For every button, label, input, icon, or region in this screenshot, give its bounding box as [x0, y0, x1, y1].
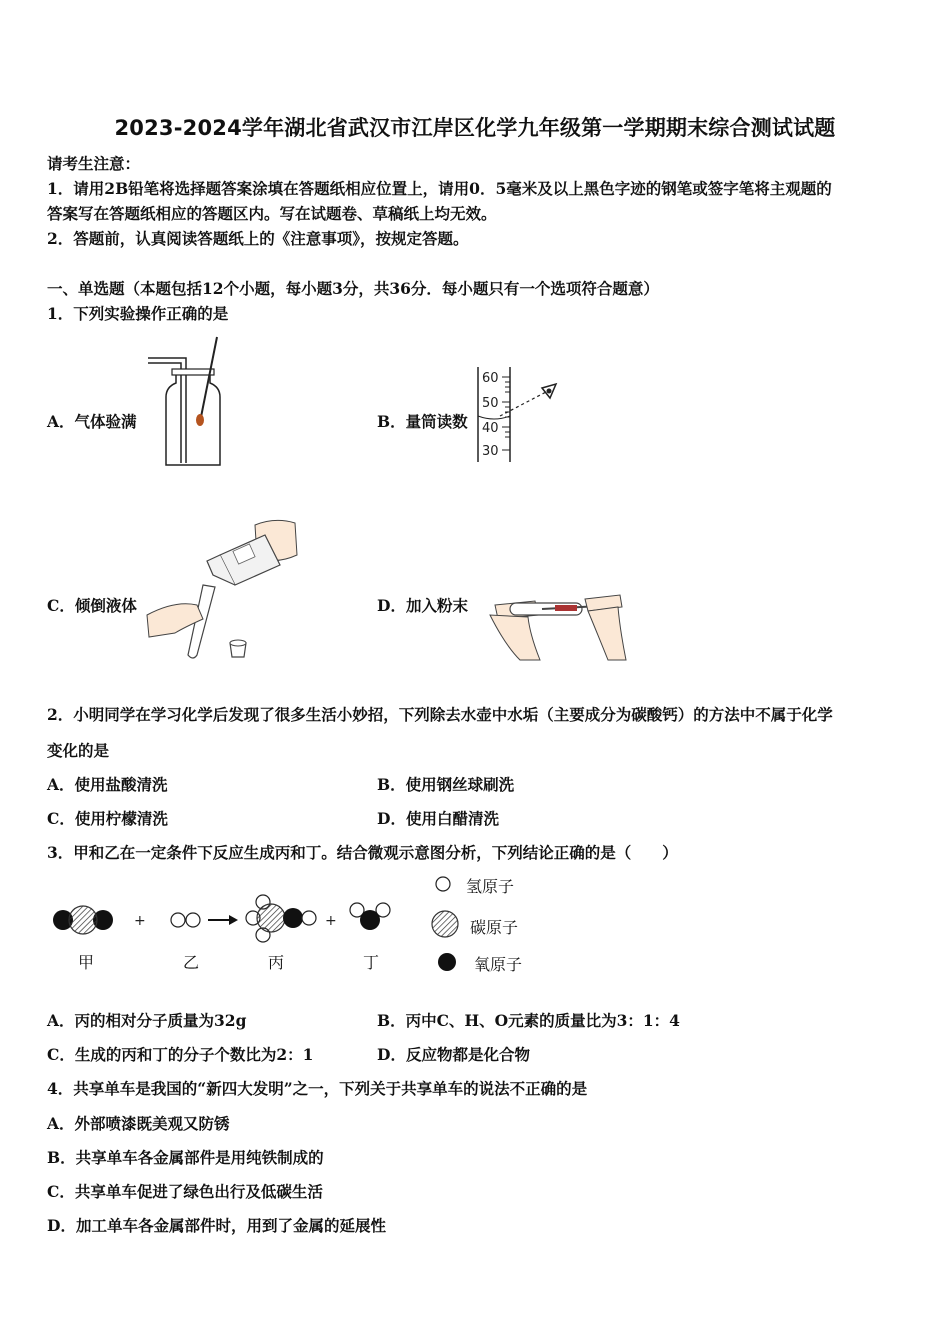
q4-option-a: A．外部喷漆既美观又防锈: [47, 1114, 230, 1133]
molecule-jia: [53, 906, 113, 934]
adding-powder-figure: [480, 585, 630, 665]
legend-hydrogen: 氢原子: [466, 877, 515, 896]
cylinder-tick-40: 40: [482, 421, 499, 436]
q1-option-b: B．量筒读数: [377, 412, 468, 431]
q2-option-a: A．使用盐酸清洗: [47, 775, 168, 794]
carbon-atom-icon: [432, 911, 458, 937]
plus-sign-2: +: [325, 913, 337, 929]
notice-heading: 请考生注意：: [47, 154, 141, 173]
q4-option-c: C．共享单车促进了绿色出行及低碳生活: [47, 1182, 323, 1201]
q3-option-b: B．丙中C、H、O元素的质量比为3：1：4: [377, 1011, 680, 1030]
q1-option-a: A．气体验满: [47, 412, 137, 431]
hydrogen-atom-icon: [436, 877, 450, 891]
q4-option-b: B．共享单车各金属部件是用纯铁制成的: [47, 1148, 324, 1167]
molecule-yi: [171, 913, 200, 927]
oxygen-atom-icon: [438, 953, 456, 971]
label-ding: 丁: [363, 953, 380, 972]
molecule-bing: [246, 895, 316, 942]
atom-legend-icons: [428, 870, 468, 975]
page-title: 2023-2024学年湖北省武汉市江岸区化学九年级第一学期期末综合测试试题: [114, 116, 836, 140]
q3-option-c: C．生成的丙和丁的分子个数比为2：1: [47, 1045, 314, 1064]
cylinder-tick-60: 60: [482, 371, 499, 386]
notice-line-2: 2．答题前，认真阅读答题纸上的《注意事项》，按规定答题。: [47, 229, 469, 248]
notice-line-1b: 答案写在答题纸相应的答题区内。写在试题卷、草稿纸上均无效。: [47, 204, 497, 223]
q2-stem-b: 变化的是: [47, 741, 110, 760]
gas-bottle-figure: [140, 335, 230, 470]
label-yi: 乙: [183, 953, 200, 972]
q2-stem-a: 2．小明同学在学习化学后发现了很多生活小妙招，下列除去水壶中水垢（主要成分为碳酸钙）的方法中不属于化学: [47, 705, 833, 724]
section-heading: 一、单选题（本题包括12个小题，每小题3分，共36分．每小题只有一个选项符合题意）: [47, 279, 659, 298]
label-jia: 甲: [78, 953, 95, 972]
q3-option-d: D．反应物都是化合物: [377, 1045, 530, 1064]
q4-stem: 4．共享单车是我国的“新四大发明”之一，下列关于共享单车的说法不正确的是: [47, 1079, 588, 1098]
legend-oxygen: 氧原子: [474, 955, 523, 974]
cylinder-tick-50: 50: [482, 396, 499, 411]
q2-option-b: B．使用钢丝球刷洗: [377, 775, 515, 794]
notice-line-1a: 1．请用2B铅笔将选择题答案涂填在答题纸相应位置上，请用0．5毫米及以上黑色字迹的钢笔或签字笔将主观题的: [47, 179, 832, 198]
q3-option-a: A．丙的相对分子质量为32g: [47, 1011, 247, 1030]
legend-carbon: 碳原子: [470, 918, 519, 937]
label-bing: 丙: [268, 953, 285, 972]
q3-stem: 3．甲和乙在一定条件下反应生成丙和丁。结合微观示意图分析，下列结论正确的是（ ）: [47, 843, 678, 862]
pouring-liquid-figure: [145, 515, 305, 665]
measuring-cylinder-figure: [470, 362, 565, 467]
q1-option-d: D．加入粉末: [377, 596, 468, 615]
q1-option-c: C．倾倒液体: [47, 596, 137, 615]
plus-sign-1: +: [134, 913, 146, 929]
cylinder-tick-30: 30: [482, 444, 499, 459]
molecule-ding: [350, 903, 390, 930]
q2-option-c: C．使用柠檬清洗: [47, 809, 168, 828]
q2-option-d: D．使用白醋清洗: [377, 809, 499, 828]
reaction-arrow: [208, 915, 238, 925]
q4-option-d: D．加工单车各金属部件时，用到了金属的延展性: [47, 1216, 386, 1235]
q1-stem: 1．下列实验操作正确的是: [47, 304, 229, 323]
